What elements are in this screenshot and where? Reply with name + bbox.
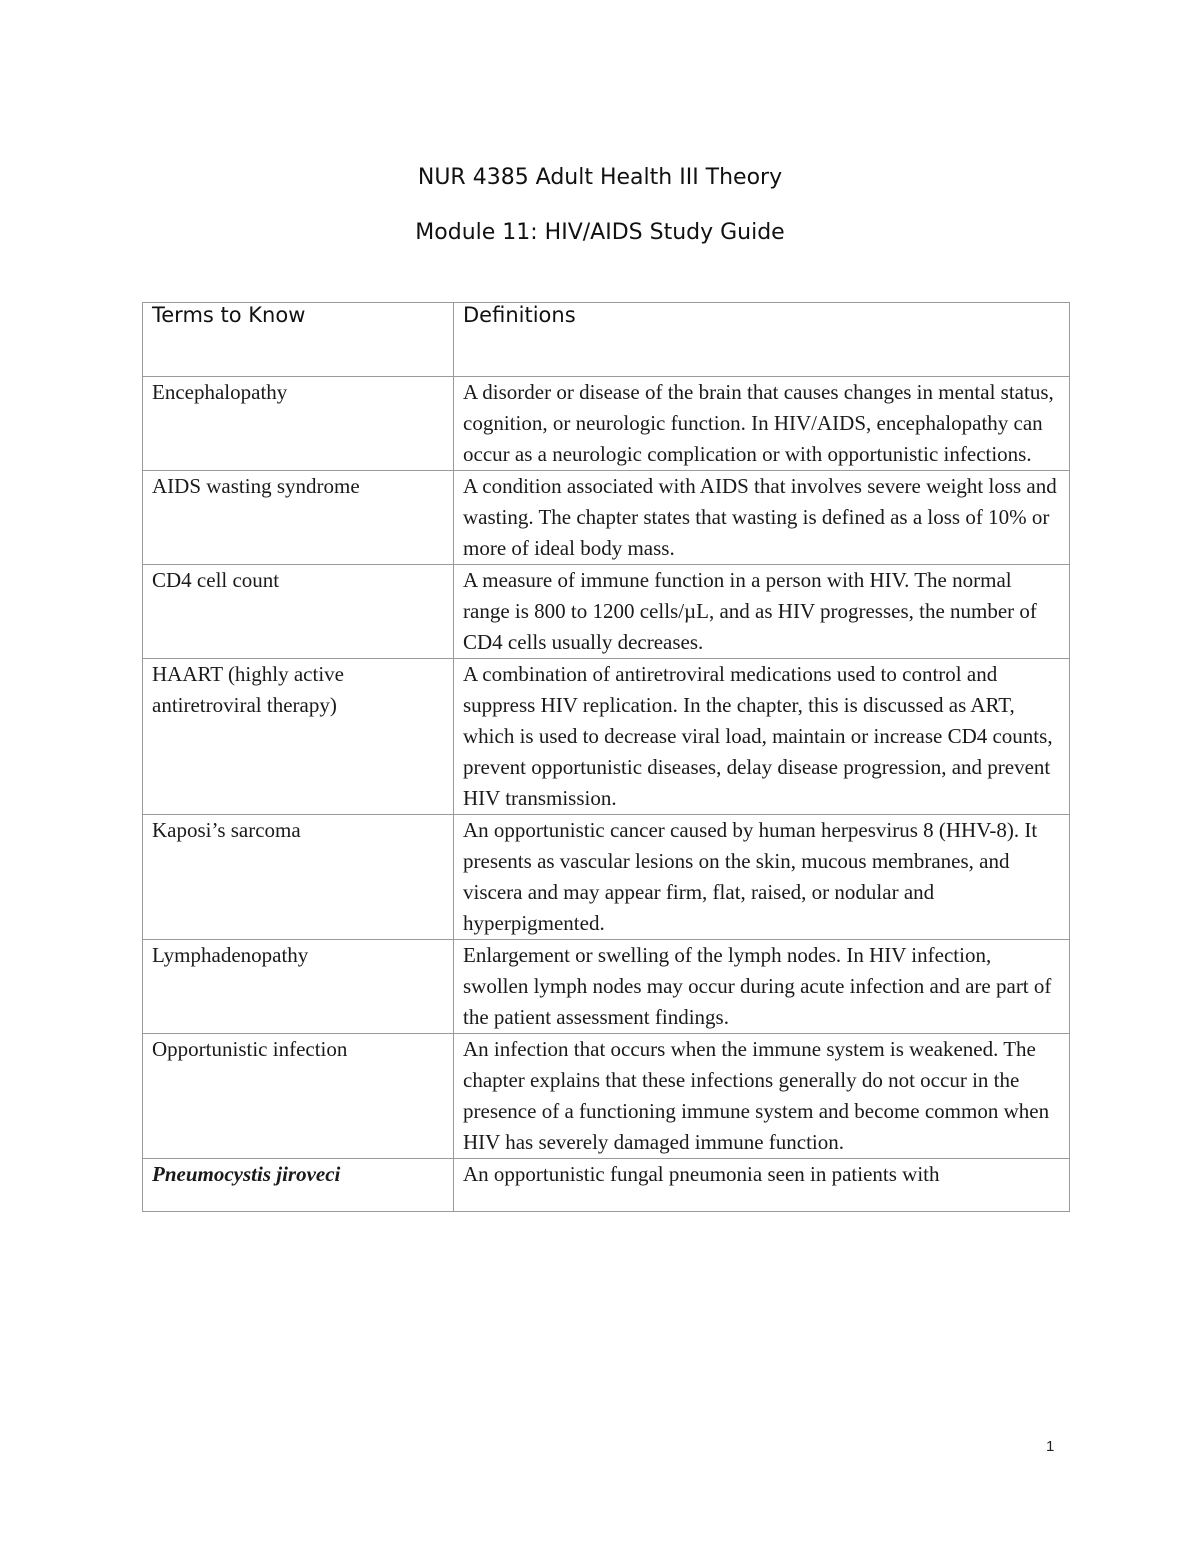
table-row: [143, 1159, 1070, 1212]
term-cell: AIDS wasting syndrome: [143, 471, 454, 565]
definition-cell: A measure of immune function in a person with HIV. The normal range is 800 to 1200 cells/µL, and as HIV progresses, the number of CD4 cells usually decreases.: [454, 565, 1070, 659]
definition-cell: A condition associated with AIDS that involves severe weight loss and wasting. The chapter states that wasting is defined as a loss of 10% or more of ideal body mass.: [454, 471, 1070, 565]
table-header-row: [143, 303, 1070, 377]
table-row: [143, 659, 1070, 815]
term-cell: Lymphadenopathy: [143, 940, 454, 1034]
terms-table: [142, 302, 1070, 1212]
definition-cell: An opportunistic fungal pneumonia seen in patients with: [454, 1159, 1070, 1212]
table-row: [143, 471, 1070, 565]
definition-cell: An infection that occurs when the immune system is weakened. The chapter explains that these infections generally do not occur in the presence of a functioning immune system and become common when HIV has severely damaged immune function.: [454, 1034, 1070, 1159]
term-cell: CD4 cell count: [143, 565, 454, 659]
table-row: [143, 565, 1070, 659]
term-cell: Kaposi’s sarcoma: [143, 815, 454, 940]
definition-cell: Enlargement or swelling of the lymph nodes. In HIV infection, swollen lymph nodes may occur during acute infection and are part of the patient assessment findings.: [454, 940, 1070, 1034]
document-subtitle: Module 11: HIV/AIDS Study Guide: [415, 220, 785, 245]
document-title: NUR 4385 Adult Health III Theory: [417, 165, 783, 190]
definition-cell: A combination of antiretroviral medications used to control and suppress HIV replication. In the chapter, this is discussed as ART, which is used to decrease viral load, maintain or increase CD4 counts, prevent opportunistic diseases, delay disease progression, and prevent HIV transmission.: [454, 659, 1070, 815]
table-row: [143, 940, 1070, 1034]
header-terms: Terms to Know: [143, 303, 454, 377]
definition-cell: An opportunistic cancer caused by human herpesvirus 8 (HHV-8). It presents as vascular lesions on the skin, mucous membranes, and viscera and may appear firm, flat, raised, or nodular and hyperpigmented.: [454, 815, 1070, 940]
term-cell: HAART (highly active antiretroviral therapy): [143, 659, 454, 815]
term-cell: Encephalopathy: [143, 377, 454, 471]
term-cell: Opportunistic infection: [143, 1034, 454, 1159]
table-row: [143, 377, 1070, 471]
table-row: [143, 815, 1070, 940]
header-definitions: Definitions: [454, 303, 1070, 377]
definition-cell: A disorder or disease of the brain that causes changes in mental status, cognition, or neurologic function. In HIV/AIDS, encephalopathy can occur as a neurologic complication or with opportunistic infections.: [454, 377, 1070, 471]
table-row: [143, 1034, 1070, 1159]
term-cell: Pneumocystis jiroveci: [143, 1159, 454, 1212]
page-number: 1: [1046, 1438, 1055, 1455]
